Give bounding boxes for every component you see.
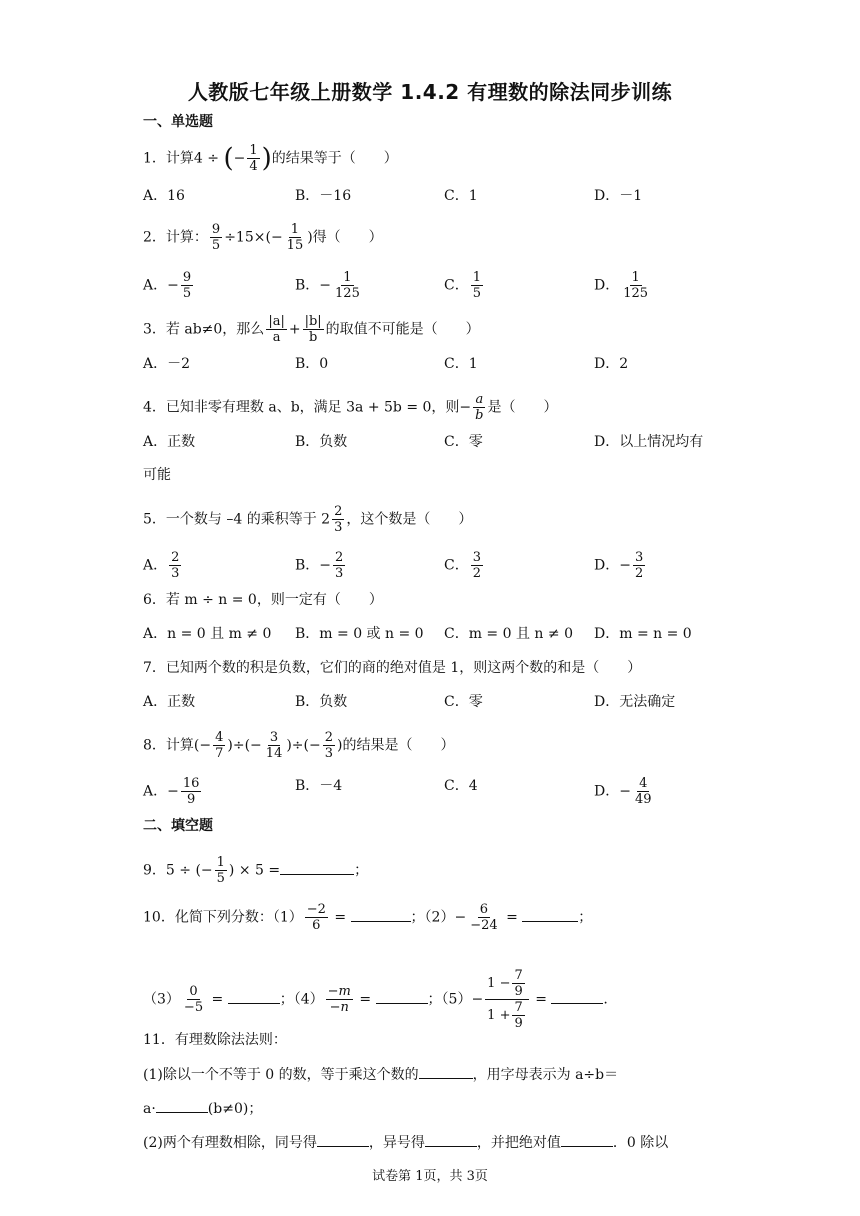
section-heading-single-choice: 一、单选题 <box>143 114 213 130</box>
q1-option-b: B．－16 <box>295 188 352 204</box>
answer-blank[interactable] <box>522 907 578 922</box>
q4-option-b: B．负数 <box>295 434 348 450</box>
q7-option-a: A．正数 <box>143 694 196 710</box>
answer-blank[interactable] <box>156 1098 208 1113</box>
q4-option-d-wrap: 可能 <box>143 467 171 483</box>
question-6: 6．若 m ÷ n = 0，则一定有（ ） <box>143 592 383 608</box>
question-7: 7．已知两个数的积是负数，它们的商的绝对值是 1，则这两个数的和是（ ） <box>143 660 642 676</box>
q3-option-a: A．－2 <box>143 356 191 372</box>
answer-blank[interactable] <box>561 1132 613 1147</box>
answer-blank[interactable] <box>351 907 411 922</box>
answer-blank[interactable] <box>425 1132 477 1147</box>
q3-option-d: D．2 <box>594 356 629 372</box>
q4-option-c: C．零 <box>444 434 483 450</box>
q2-option-b: B．− $\frac{1}{125}$ <box>295 270 360 301</box>
q5-option-c: C． $\frac{3}{2}$ <box>444 550 481 581</box>
q3-option-c: C．1 <box>444 356 478 372</box>
question-8: 8．计算(− $\frac{4}{7}$ )÷(− $\frac{3}{14}$ )÷(− $\frac{2}{3}$ )的结果是（ ） <box>143 730 455 761</box>
answer-blank[interactable] <box>376 989 428 1004</box>
q4-option-a: A．正数 <box>143 434 196 450</box>
question-10: 10．化简下列分数：（1） $\frac{-2}{6}$ = ；（2）− $\frac{6}{-24}$ = ； <box>143 902 593 933</box>
answer-blank[interactable] <box>551 989 603 1004</box>
question-11: 11．有理数除法法则： <box>143 1032 287 1048</box>
q6-option-a: A．n = 0 且 m ≠ 0 <box>143 626 272 642</box>
question-10-cont: （3） $\frac{0}{-5}$ = ；（4） $\frac{-m}{-n}$ = ；（5）− 1 − $\frac{7}{9}$ 1 + $\frac{7}{9}$ = . <box>143 968 608 1031</box>
answer-blank[interactable] <box>317 1132 369 1147</box>
q7-option-d: D．无法确定 <box>594 694 676 710</box>
q7-option-b: B．负数 <box>295 694 348 710</box>
question-3: 3．若 ab≠0，那么 $\frac{|a|}{a}$ + $\frac{|b|}{b}$ 的取值不可能是（ ） <box>143 314 480 345</box>
question-1: 1．计算4 ÷ (− $\frac{1}{4}$ )的结果等于（ ） <box>143 143 398 174</box>
q2-option-d: D． $\frac{1}{125}$ <box>594 270 649 301</box>
q6-option-b: B．m = 0 或 n = 0 <box>295 626 424 642</box>
section-heading-fill-blank: 二、填空题 <box>143 818 213 834</box>
answer-blank[interactable] <box>228 989 280 1004</box>
question-4: 4．已知非零有理数 a、b，满足 3a + 5b = 0，则− $\frac{a}{b}$ 是（ ） <box>143 392 558 423</box>
q6-option-d: D．m = n = 0 <box>594 626 692 642</box>
q1-option-c: C．1 <box>444 188 478 204</box>
q5-option-d: D．− $\frac{3}{2}$ <box>594 550 644 581</box>
q8-option-c: C．4 <box>444 778 478 794</box>
q8-option-a: A．− $\frac{16}{9}$ <box>143 776 200 807</box>
q11-rule-2: (2)两个有理数相除，同号得 ，异号得 ，并把绝对值 ．0 除以 <box>143 1132 668 1153</box>
q8-option-b: B．－4 <box>295 778 343 794</box>
answer-blank[interactable] <box>280 860 354 875</box>
q7-option-c: C．零 <box>444 694 483 710</box>
q8-option-d: D．− $\frac{4}{49}$ <box>594 776 652 807</box>
q1-option-a: A．16 <box>143 188 185 204</box>
page-title: 人教版七年级上册数学 1.4.2 有理数的除法同步训练 <box>187 80 673 104</box>
q6-option-c: C．m = 0 且 n ≠ 0 <box>444 626 573 642</box>
q5-option-b: B．− $\frac{2}{3}$ <box>295 550 344 581</box>
q4-option-d: D．以上情况均有 <box>594 434 704 450</box>
q11-rule-1-cont: a· (b≠0)； <box>143 1098 262 1119</box>
q1-option-d: D．－1 <box>594 188 643 204</box>
q5-option-a: A． $\frac{2}{3}$ <box>143 550 180 581</box>
question-5: 5．一个数与 –4 的乘积等于 2 $\frac{2}{3}$ ，这个数是（ ） <box>143 504 473 535</box>
question-9: 9．5 ÷ (− $\frac{1}{5}$ ) × 5 = ； <box>143 855 369 886</box>
page-footer: 试卷第 1页，共 3页 <box>372 1169 488 1184</box>
q2-option-a: A．− $\frac{9}{5}$ <box>143 270 192 301</box>
answer-blank[interactable] <box>419 1064 473 1079</box>
q2-option-c: C． $\frac{1}{5}$ <box>444 270 481 301</box>
question-2: 2．计算： $\frac{9}{5}$ ÷15×(− $\frac{1}{15}$ )得（ ） <box>143 222 383 253</box>
q3-option-b: B．0 <box>295 356 329 372</box>
q11-rule-1: (1)除以一个不等于 0 的数，等于乘这个数的 ，用字母表示为 a÷b＝ <box>143 1064 618 1085</box>
